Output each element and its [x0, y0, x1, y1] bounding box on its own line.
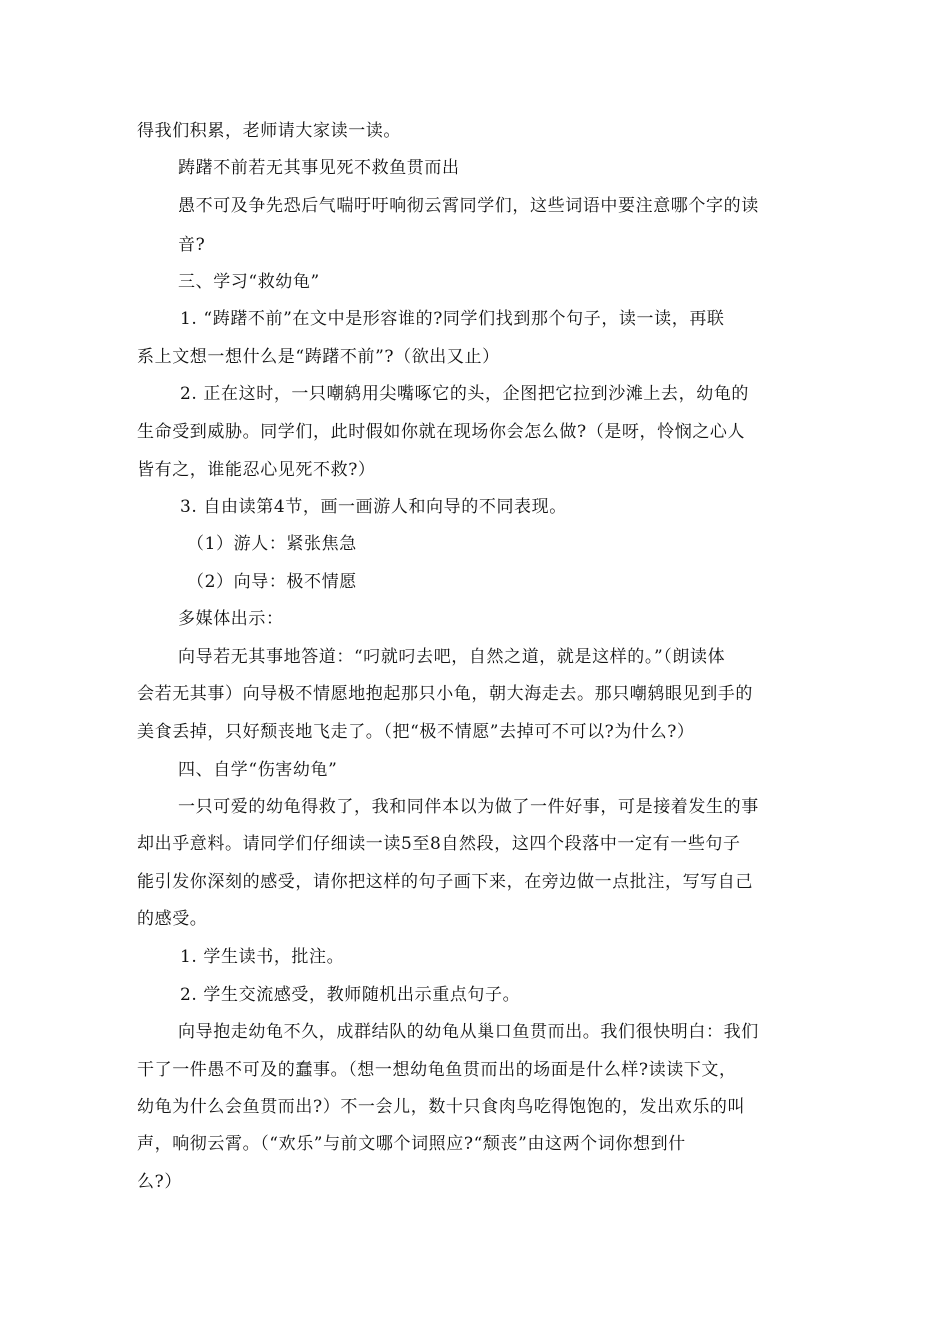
text-line: 得我们积累，老师请大家读一读。 — [137, 121, 401, 141]
text-line: 多媒体出示： — [178, 609, 284, 629]
text-line: 3. 自由读第4节，画一画游人和向导的不同表现。 — [180, 497, 567, 517]
section-heading: 三、学习“救幼龟” — [178, 272, 320, 292]
text-line: 么?） — [137, 1172, 182, 1192]
text-line: （2）向导：极不情愿 — [187, 572, 357, 592]
text-line: 愚不可及争先恐后气喘吁吁响彻云霄同学们，这些词语中要注意哪个字的读 — [178, 196, 759, 216]
text-line: 幼龟为什么会鱼贯而出?）不一会儿，数十只食肉鸟吃得饱饱的，发出欢乐的叫 — [137, 1097, 746, 1117]
text-line: 美食丢掉，只好颓丧地飞走了。（把“极不情愿”去掉可不可以?为什么?） — [137, 722, 695, 742]
text-line: 2. 正在这时，一只嘲鸫用尖嘴啄它的头，企图把它拉到沙滩上去，幼龟的 — [180, 384, 750, 404]
text-line: 1. 学生读书，批注。 — [180, 947, 345, 967]
text-line: 1. “踌躇不前”在文中是形容谁的?同学们找到那个句子，读一读，再联 — [180, 309, 725, 329]
text-line: 向导若无其事地答道：“叼就叼去吧，自然之道，就是这样的。”（朗读体 — [178, 647, 726, 667]
text-line: 音? — [178, 235, 206, 255]
text-line: （1）游人：紧张焦急 — [187, 534, 357, 554]
text-line: 踌躇不前若无其事见死不救鱼贯而出 — [178, 158, 460, 178]
text-line: 能引发你深刻的感受，请你把这样的句子画下来，在旁边做一点批注，写写自己 — [137, 872, 753, 892]
text-line: 系上文想一想什么是“踌躇不前”?（欲出又止） — [137, 347, 500, 367]
text-line: 声，响彻云霄。（“欢乐”与前文哪个词照应?“颓丧”由这两个词你想到什 — [137, 1134, 686, 1154]
text-line: 一只可爱的幼龟得救了，我和同伴本以为做了一件好事，可是接着发生的事 — [178, 797, 759, 817]
text-line: 的感受。 — [137, 909, 208, 929]
text-line: 生命受到威胁。同学们，此时假如你就在现场你会怎么做?（是呀，怜悯之心人 — [137, 422, 746, 442]
text-line: 会若无其事）向导极不情愿地抱起那只小龟，朝大海走去。那只嘲鸫眼见到手的 — [137, 684, 753, 704]
text-line: 皆有之，谁能忍心见死不救?） — [137, 460, 376, 480]
section-heading: 四、自学“伤害幼龟” — [178, 760, 338, 780]
text-line: 干了一件愚不可及的蠢事。（想一想幼龟鱼贯而出的场面是什么样?读读下文， — [137, 1060, 737, 1080]
text-line: 向导抱走幼龟不久，成群结队的幼龟从巢口鱼贯而出。我们很快明白：我们 — [178, 1022, 759, 1042]
text-line: 2. 学生交流感受，教师随机出示重点句子。 — [180, 985, 521, 1005]
text-line: 却出乎意料。请同学们仔细读一读5至8自然段，这四个段落中一定有一些句子 — [137, 834, 741, 854]
